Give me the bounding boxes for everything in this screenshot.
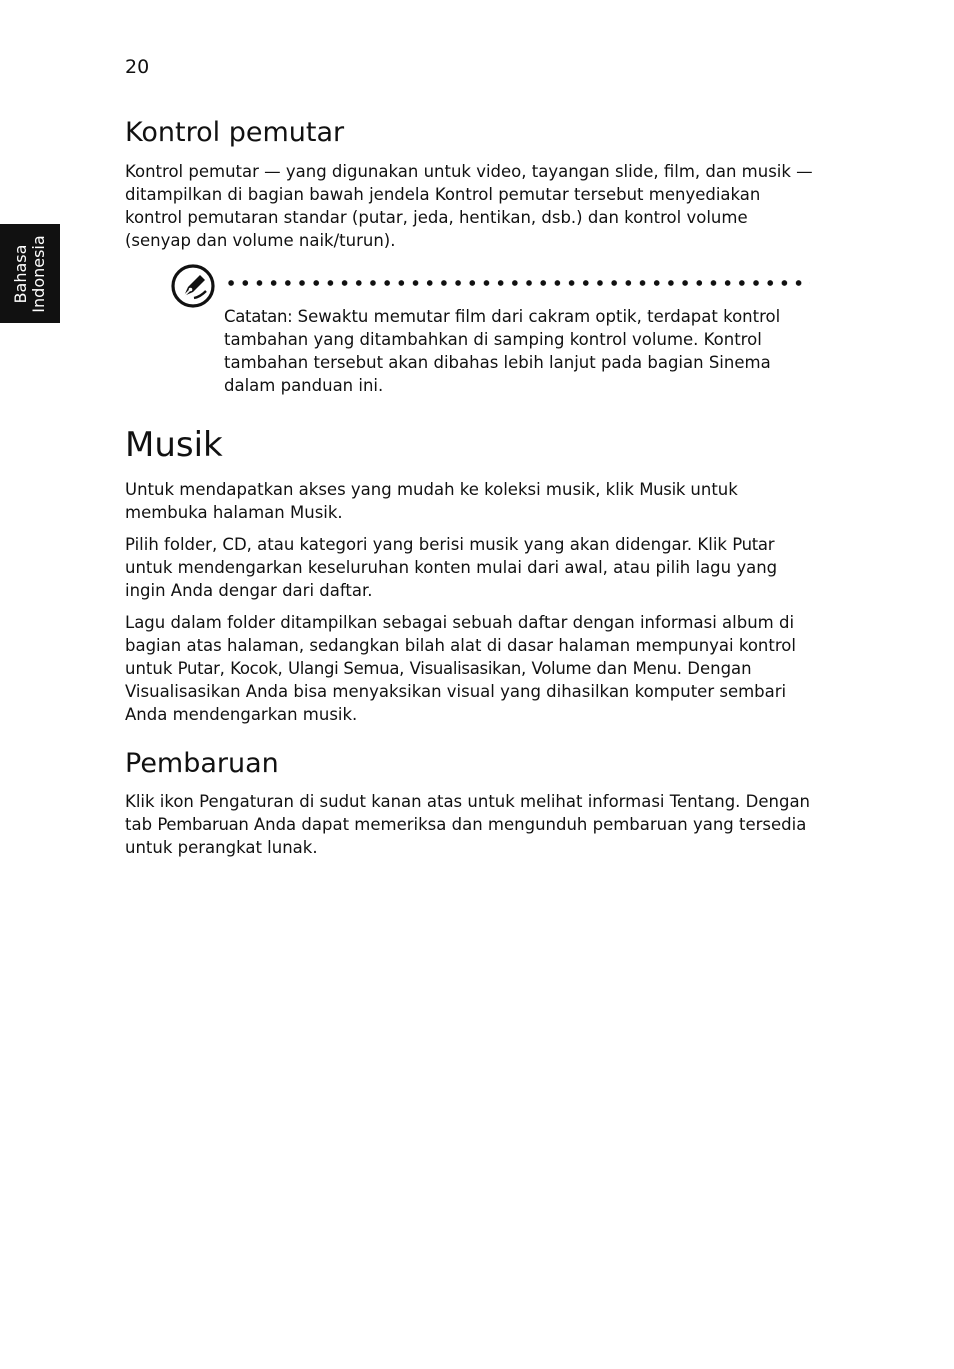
bold-ulangi-semua: Ulangi Semua — [287, 659, 400, 678]
bold-kocok: Kocok — [230, 659, 278, 678]
pembaruan-paragraph: Klik ikon Pengaturan di sudut kanan atas untuk melihat informasi Tentang. Dengan tab Pembaruan Anda dapat memeriksa dan mengunduh pembaruan yang tersedia untuk perangkat lunak. — [125, 792, 811, 857]
section-title-pembaruan: Pembaruan — [125, 748, 279, 779]
bold-volume: Volume — [531, 659, 592, 678]
musik-paragraph-2: Pilih folder, CD, atau kategori yang berisi musik yang akan didengar. Klik Putar untuk mendengarkan keseluruhan konten mulai dari awal, atau pilih lagu yang ingin Anda dengar dari daftar. — [125, 535, 778, 600]
musik-paragraph-3: Lagu dalam folder ditampilkan sebagai sebuah daftar dengan informasi album di bagian atas halaman, sedangkan bilah alat di dasar halaman mempunyai kontrol untuk Putar, Kocok, Ulangi Semua, Visualisasikan, Volume dan Menu. Dengan Visualisasikan Anda bisa menyaksikan visual yang dihasilkan komputer sembari Anda mendengarkan musik. — [125, 613, 796, 724]
section-title-musik: Musik — [125, 425, 223, 465]
bold-visualisasikan: Visualisasikan — [409, 659, 522, 678]
note-text: Catatan: Sewaktu memutar film dari cakram optik, terdapat kontrol tambahan yang ditambahkan di samping kontrol volume. Kontrol tambahan tersebut akan dibahas lebih lanjut pada bagian Sinema dalam panduan ini. — [224, 307, 781, 395]
side-tab-label — [12, 235, 48, 312]
musik-bold-term: Musik — [639, 480, 686, 499]
musik-paragraph-1: Untuk mendapatkan akses yang mudah ke koleksi musik, klik Musik untuk membuka halaman Musik. — [125, 480, 738, 522]
note-label: Catatan: — [224, 307, 293, 326]
pen-note-icon — [170, 263, 216, 309]
bold-putar: Putar — [177, 659, 220, 678]
language-side-tab — [0, 224, 60, 323]
note-dotted-rule — [224, 280, 810, 286]
side-tab-line-2: Indonesia — [29, 235, 48, 313]
page-number: 20 — [125, 56, 150, 78]
pembaruan-bold-term: Pembaruan — [157, 815, 249, 834]
bold-menu: Menu — [632, 659, 677, 678]
side-tab-line-1: Bahasa — [11, 244, 30, 304]
section-title-kontrol-pemutar: Kontrol pemutar — [125, 117, 345, 148]
putar-bold-term: Putar — [732, 535, 775, 554]
kontrol-pemutar-paragraph: Kontrol pemutar — yang digunakan untuk video, tayangan slide, film, dan musik — ditampilkan di bagian bawah jendela Kontrol pemutar tersebut menyediakan kontrol pemutaran standar (putar, jeda, hentikan, dsb.) dan kontrol volume (senyap dan volume naik/turun). — [125, 162, 813, 250]
